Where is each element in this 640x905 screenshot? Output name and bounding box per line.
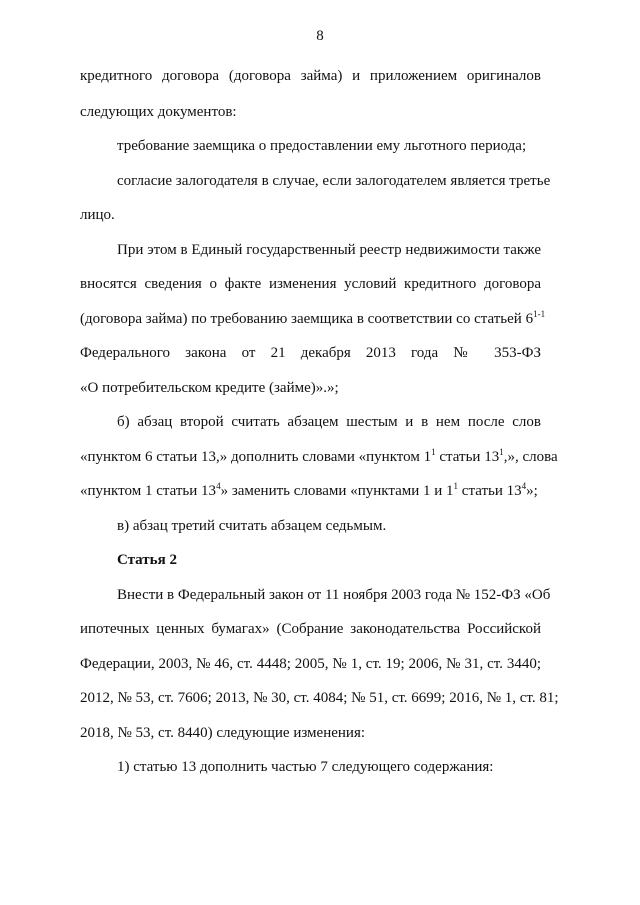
superscript: 4	[521, 481, 527, 491]
text-line: При этом в Единый государственный реестр недвижимости также	[117, 242, 541, 258]
text-line: кредитного договора (договора займа) и приложением оригиналов	[80, 68, 541, 84]
text-segment: ,», слова	[503, 449, 558, 465]
superscript: 1	[431, 447, 436, 457]
text-line: согласие залогодателя в случае, если залогодателем является третье	[117, 173, 551, 189]
superscript: 1	[499, 447, 504, 457]
superscript: 1	[453, 481, 459, 491]
text-line: Федерации, 2003, № 46, ст. 4448; 2005, № 1, ст. 19; 2006, № 31, ст. 3440;	[80, 656, 541, 672]
text-segment: »;	[526, 483, 538, 499]
article-heading: Статья 2	[117, 552, 177, 568]
text-line: Внести в Федеральный закон от 11 ноября 2003 года № 152-ФЗ «Об	[117, 587, 551, 603]
text-line: «О потребительском кредите (займе)».»;	[80, 380, 339, 396]
text-line: 1) статью 13 дополнить частью 7 следующего содержания:	[117, 759, 494, 775]
text-line: ипотечных ценных бумагах» (Собрание законодательства Российской	[80, 621, 541, 637]
text-line: б) абзац второй считать абзацем шестым и в нем после слов	[117, 414, 541, 430]
text-line: требование заемщика о предоставлении ему льготного периода;	[117, 138, 527, 154]
superscript: 1-1	[533, 309, 546, 319]
superscript: 4	[216, 481, 221, 491]
text-line-with-superscript	[80, 482, 538, 500]
text-segment: » заменить словами «пунктами 1 и 1	[220, 483, 454, 499]
text-line: следующих документов:	[80, 104, 237, 120]
text-segment: статьи 13	[458, 483, 522, 499]
text-line: Федерального закона от 21 декабря 2013 года № 353-ФЗ	[80, 345, 541, 361]
text-line-with-superscript	[80, 309, 546, 328]
text-line-with-superscript	[80, 447, 558, 466]
page-number: 8	[316, 28, 324, 44]
text-line: 2018, № 53, ст. 8440) следующие изменения:	[80, 725, 366, 741]
text-segment: (договора займа) по требованию заемщика в соответствии со статьей 6	[80, 311, 534, 327]
text-segment: статьи 13	[435, 449, 500, 465]
text-line: 2012, № 53, ст. 7606; 2013, № 30, ст. 4084; № 51, ст. 6699; 2016, № 1, ст. 81;	[80, 690, 559, 706]
text-line: лицо.	[80, 207, 115, 223]
text-line: в) абзац третий считать абзацем седьмым.	[117, 518, 387, 534]
text-segment: «пунктом 1 статьи 13	[80, 483, 217, 499]
text-segment: «пунктом 6 статьи 13,» дополнить словами «пунктом 1	[80, 449, 432, 465]
text-line: вносятся сведения о факте изменения условий кредитного договора	[80, 276, 541, 292]
